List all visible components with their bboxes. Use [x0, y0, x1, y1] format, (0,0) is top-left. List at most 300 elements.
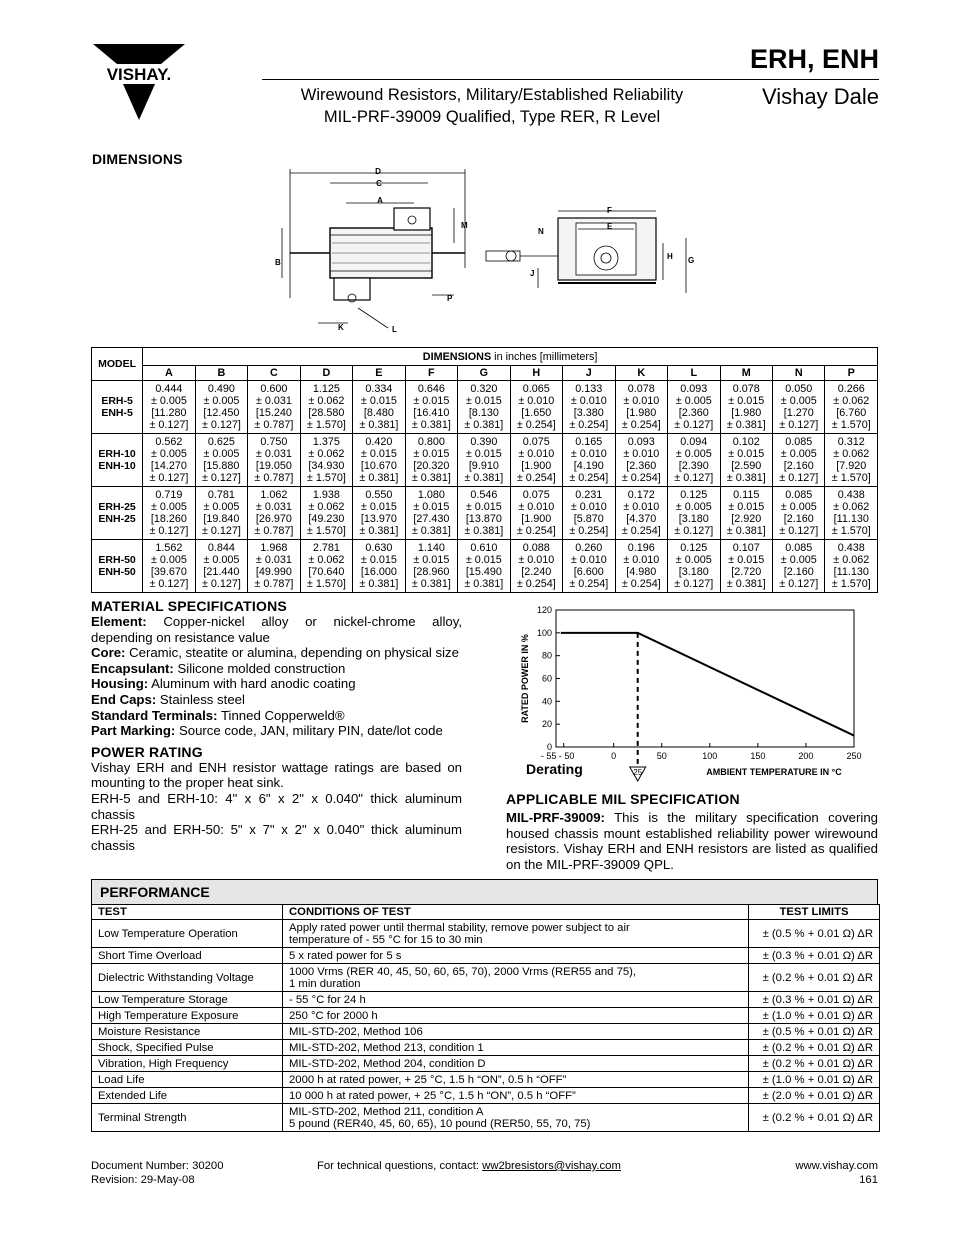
dim-value: 0.420 — [365, 436, 393, 448]
dim-value: ± 0.005 — [675, 448, 712, 460]
dim-value: 0.390 — [470, 436, 498, 448]
dim-value: [19.840 — [203, 513, 240, 525]
model-name: ENH-10 — [98, 460, 136, 472]
test-name: High Temperature Exposure — [92, 1008, 283, 1024]
dim-col-N: N — [773, 366, 825, 381]
dim-value: ± 0.127] — [674, 472, 714, 484]
dim-value: [1.980 — [626, 407, 657, 419]
dim-value: 0.107 — [732, 542, 760, 554]
test-name: Vibration, High Frequency — [92, 1056, 283, 1072]
dim-value: 0.550 — [365, 489, 393, 501]
condition-line: 250 °C for 2000 h — [289, 1009, 378, 1022]
power-rating-paragraph: Vishay ERH and ENH resistor wattage ratings are based on mounting to the proper heat sink. — [91, 759, 462, 791]
dim-cell — [563, 434, 615, 487]
dim-value: ± 0.787] — [254, 419, 294, 431]
dim-value: 0.438 — [837, 489, 865, 501]
dim-value: 0.719 — [155, 489, 183, 501]
dim-cell — [668, 381, 720, 434]
test-name: Terminal Strength — [92, 1104, 283, 1132]
table-row — [92, 1024, 880, 1040]
footer-site — [795, 1159, 878, 1187]
dim-value: ± 0.381] — [726, 419, 766, 431]
dim-value: [7.920 — [836, 460, 867, 472]
dim-value: [18.260 — [150, 513, 187, 525]
label-G: G — [688, 256, 695, 265]
dim-cell — [615, 381, 667, 434]
model-cell — [92, 434, 143, 487]
dim-value: ± 0.381] — [726, 578, 766, 590]
dim-cell — [458, 487, 510, 540]
dim-value: [15.240 — [255, 407, 292, 419]
condition-line: Apply rated power until thermal stability, remove power subject to air — [289, 921, 630, 934]
label-P: P — [447, 294, 453, 303]
dimensions-table — [91, 347, 878, 593]
dim-value: ± 0.015 — [728, 395, 765, 407]
dim-value: 0.334 — [365, 383, 393, 395]
dim-value: [5.870 — [573, 513, 604, 525]
dim-value: 0.844 — [207, 542, 235, 554]
label-E: E — [607, 222, 613, 231]
x-tick-label: - 55 - 50 — [540, 751, 575, 761]
dim-value: ± 1.570] — [831, 472, 871, 484]
label-K: K — [338, 323, 344, 332]
dim-value: 0.625 — [207, 436, 235, 448]
dim-cell — [353, 540, 405, 593]
dim-value: ± 1.570] — [306, 419, 346, 431]
test-conditions — [283, 948, 749, 964]
dim-value: 0.444 — [155, 383, 183, 395]
table-row — [92, 1008, 880, 1024]
dim-value: 0.610 — [470, 542, 498, 554]
dim-value: ± 0.010 — [518, 501, 555, 513]
footer-contact: For technical questions, contact: ww2bresistors@vishay.com — [317, 1160, 621, 1172]
dim-value: [3.380 — [573, 407, 604, 419]
test-limit: ± (0.2 % + 0.01 Ω) ΔR — [749, 964, 880, 992]
dim-value: ± 0.254] — [621, 578, 661, 590]
dim-value: ± 0.127] — [201, 419, 241, 431]
table-row — [92, 381, 878, 434]
dim-value: ± 0.254] — [516, 472, 556, 484]
dim-value: ± 1.570] — [306, 472, 346, 484]
dim-value: 0.646 — [417, 383, 445, 395]
dim-value: ± 0.062 — [833, 448, 870, 460]
material-heading: MATERIAL SPECIFICATIONS — [91, 598, 287, 614]
website-link[interactable]: www.vishay.com — [795, 1160, 878, 1172]
dim-value: ± 0.127] — [779, 419, 819, 431]
dim-cell — [615, 540, 667, 593]
dim-value: [49.990 — [255, 566, 292, 578]
dim-value: 0.320 — [470, 383, 498, 395]
dim-value: 0.085 — [785, 489, 813, 501]
dim-value: [2.240 — [521, 566, 552, 578]
dim-value: ± 0.005 — [780, 395, 817, 407]
dim-col-G: G — [458, 366, 510, 381]
power-rating-heading: POWER RATING — [91, 743, 203, 760]
subtitle-line-2: MIL-PRF-39009 Qualified, Type RER, R Level — [323, 108, 661, 126]
dim-value: ± 0.127] — [149, 472, 189, 484]
dim-value: ± 0.062 — [308, 395, 345, 407]
test-conditions — [283, 1104, 749, 1132]
label-B: B — [275, 258, 281, 267]
dim-value: ± 0.015 — [360, 448, 397, 460]
dim-value: ± 0.015 — [413, 448, 450, 460]
y-tick-label: 100 — [536, 627, 552, 638]
dim-value: [8.480 — [363, 407, 394, 419]
dim-cell — [300, 434, 352, 487]
dim-value: ± 0.010 — [623, 448, 660, 460]
condition-line: MIL-STD-202, Method 213, condition 1 — [289, 1041, 484, 1054]
power-rating-paragraph: ERH-5 and ERH-10: 4" x 6" x 2" x 0.040" thick aluminum chassis — [91, 790, 462, 822]
dim-cell — [668, 434, 720, 487]
dim-value: ± 0.062 — [833, 501, 870, 513]
dim-value: [21.440 — [203, 566, 240, 578]
test-limit: ± (1.0 % + 0.01 Ω) ΔR — [749, 1072, 880, 1088]
dim-value: [2.160 — [783, 460, 814, 472]
dim-cell — [720, 540, 772, 593]
dim-value: ± 0.015 — [413, 554, 450, 566]
dim-value: [49.230 — [308, 513, 345, 525]
dim-cell — [353, 434, 405, 487]
dim-value: [13.870 — [465, 513, 502, 525]
revision: Revision: 29-May-08 — [91, 1174, 195, 1186]
dim-cell — [405, 434, 457, 487]
dim-value: ± 0.015 — [728, 554, 765, 566]
table-row — [92, 920, 880, 948]
dim-value: 0.065 — [522, 383, 550, 395]
dim-value: [20.320 — [413, 460, 450, 472]
dim-value: [70.640 — [308, 566, 345, 578]
dim-value: 1.938 — [312, 489, 340, 501]
dim-value: ± 0.015 — [465, 501, 502, 513]
table-row — [92, 1072, 880, 1088]
x-tick-label: 100 — [702, 751, 718, 761]
dim-value: ± 0.015 — [465, 554, 502, 566]
dim-value: ± 0.062 — [833, 554, 870, 566]
dim-col-F: F — [405, 366, 457, 381]
dim-value: [11.280 — [151, 407, 187, 419]
derating-chart — [506, 600, 878, 785]
dim-value: 0.781 — [207, 489, 235, 501]
dim-value: ± 0.127] — [779, 578, 819, 590]
dim-value: ± 0.005 — [780, 448, 817, 460]
dim-value: [2.590 — [731, 460, 762, 472]
dim-value: [34.930 — [308, 460, 345, 472]
dim-cell — [195, 540, 247, 593]
material-item: End Caps: Stainless steel — [91, 691, 245, 707]
dim-value: ± 1.570] — [306, 525, 346, 537]
dim-value: [16.000 — [360, 566, 397, 578]
dim-cell — [300, 487, 352, 540]
test-conditions — [283, 1040, 749, 1056]
test-conditions — [283, 1008, 749, 1024]
dim-value: [3.180 — [678, 513, 709, 525]
test-limit: ± (0.5 % + 0.01 Ω) ΔR — [749, 920, 880, 948]
dim-value: 1.080 — [417, 489, 445, 501]
table-row — [92, 992, 880, 1008]
label-J: J — [530, 269, 535, 278]
dim-cell — [773, 487, 825, 540]
dim-value: ± 0.005 — [150, 554, 187, 566]
dim-value: 0.546 — [470, 489, 498, 501]
dim-cell — [195, 487, 247, 540]
col-conditions: CONDITIONS OF TEST — [283, 905, 749, 920]
dim-value: ± 0.127] — [149, 419, 189, 431]
dimensions-heading: DIMENSIONS — [92, 151, 183, 167]
dim-cell — [668, 540, 720, 593]
dim-value: [15.880 — [203, 460, 240, 472]
condition-line: 1000 Vrms (RER 40, 45, 50, 60, 65, 70), 2000 Vrms (RER55 and 75), — [289, 965, 637, 978]
test-name: Extended Life — [92, 1088, 283, 1104]
dim-cell — [300, 540, 352, 593]
dim-value: ± 0.015 — [360, 554, 397, 566]
dim-value: [10.670 — [360, 460, 397, 472]
test-name: Dielectric Withstanding Voltage — [92, 964, 283, 992]
dim-value: [1.650 — [521, 407, 552, 419]
material-item: Core: Ceramic, steatite or alumina, depending on physical size — [91, 645, 459, 661]
dim-value: ± 0.031 — [255, 448, 292, 460]
model-name: ENH-25 — [98, 513, 136, 525]
dim-value: ± 0.031 — [255, 501, 292, 513]
dim-value: [4.190 — [573, 460, 604, 472]
dim-cell — [720, 434, 772, 487]
contact-email-link[interactable]: ww2bresistors@vishay.com — [482, 1160, 621, 1172]
dim-cell — [143, 434, 195, 487]
dim-cell — [510, 487, 562, 540]
test-limit: ± (0.3 % + 0.01 Ω) ΔR — [749, 992, 880, 1008]
dim-value: ± 0.254] — [569, 472, 609, 484]
dim-value: ± 0.127] — [201, 525, 241, 537]
dim-value: ± 0.254] — [621, 525, 661, 537]
mil-spec-heading: APPLICABLE MIL SPECIFICATION — [506, 791, 740, 807]
page-number: 161 — [859, 1174, 878, 1186]
dim-cell — [405, 381, 457, 434]
dim-value: 0.266 — [837, 383, 865, 395]
test-conditions — [283, 1088, 749, 1104]
test-name: Low Temperature Storage — [92, 992, 283, 1008]
y-tick-label: 60 — [541, 673, 552, 684]
dim-value: ± 0.787] — [254, 525, 294, 537]
dim-col-E: E — [353, 366, 405, 381]
dim-cell — [248, 487, 300, 540]
dim-value: [15.490 — [465, 566, 502, 578]
material-item: Standard Terminals: Tinned Copperweld® — [91, 707, 345, 723]
table-row — [92, 1040, 880, 1056]
dim-value: 0.750 — [260, 436, 288, 448]
dim-col-D: D — [300, 366, 352, 381]
x-tick-label: 50 — [656, 751, 667, 761]
subtitle-line-1: Wirewound Resistors, Military/Established Reliability — [300, 86, 684, 104]
y-tick-label: 20 — [541, 719, 552, 730]
dim-value: 0.800 — [417, 436, 445, 448]
dim-value: 0.088 — [522, 542, 550, 554]
label-L: L — [392, 325, 397, 334]
test-conditions — [283, 1056, 749, 1072]
model-name: ERH-5 — [101, 395, 133, 407]
test-limit: ± (0.2 % + 0.01 Ω) ΔR — [749, 1104, 880, 1132]
dim-value: [2.360 — [678, 407, 709, 419]
dim-value: ± 0.015 — [413, 395, 450, 407]
table-row — [92, 434, 878, 487]
dim-value: ± 0.005 — [203, 448, 240, 460]
dim-value: [1.900 — [521, 460, 552, 472]
dim-cell — [773, 540, 825, 593]
material-item: Part Marking: Source code, JAN, military PIN, date/lot code — [91, 723, 443, 739]
dim-value: 0.231 — [575, 489, 603, 501]
dim-value: 0.050 — [785, 383, 813, 395]
material-item: Housing: Aluminum with hard anodic coating — [91, 676, 356, 692]
dim-value: ± 0.005 — [675, 554, 712, 566]
dim-value: ± 0.005 — [780, 501, 817, 513]
dim-value: ± 0.010 — [623, 501, 660, 513]
dim-value: [2.160 — [783, 566, 814, 578]
dim-value: 0.438 — [837, 542, 865, 554]
dim-cell — [668, 487, 720, 540]
dim-value: ± 0.381] — [359, 472, 399, 484]
dim-value: 0.562 — [155, 436, 183, 448]
test-name: Low Temperature Operation — [92, 920, 283, 948]
mil-spec-text: MIL-PRF-39009: This is the military specification covering housed chassis mount established reliability power wirewound resistors. Vishay ERH and ENH resistors are listed as qualified on the MIL-PRF-39009 QPL. — [506, 810, 878, 872]
col-test: TEST — [92, 905, 283, 920]
dim-value: 1.125 — [312, 383, 340, 395]
dim-cell — [143, 381, 195, 434]
vishay-logo — [93, 44, 185, 122]
dim-value: 0.102 — [732, 436, 760, 448]
dim-cell — [143, 540, 195, 593]
dim-cell — [458, 434, 510, 487]
dim-value: [6.600 — [573, 566, 604, 578]
dim-value: ± 0.381] — [464, 525, 504, 537]
y-tick-label: 120 — [536, 605, 552, 615]
dim-value: ± 0.381] — [411, 472, 451, 484]
table-row — [92, 948, 880, 964]
dim-value: ± 0.010 — [623, 395, 660, 407]
performance-section — [91, 879, 878, 1132]
dim-value: 0.093 — [627, 436, 655, 448]
dim-value: ± 0.010 — [623, 554, 660, 566]
test-limit: ± (0.3 % + 0.01 Ω) ΔR — [749, 948, 880, 964]
dim-value: ± 0.005 — [150, 501, 187, 513]
test-name: Load Life — [92, 1072, 283, 1088]
dim-value: ± 0.127] — [201, 578, 241, 590]
subtitle — [262, 84, 722, 128]
dim-value: ± 0.127] — [779, 525, 819, 537]
dim-value: 1.562 — [155, 542, 183, 554]
dim-value: [27.430 — [413, 513, 450, 525]
dim-value: ± 0.010 — [518, 395, 555, 407]
dim-value: 0.260 — [575, 542, 603, 554]
test-limit: ± (0.5 % + 0.01 Ω) ΔR — [749, 1024, 880, 1040]
dim-value: [6.760 — [836, 407, 867, 419]
dim-cell — [825, 434, 878, 487]
dim-value: 0.125 — [680, 542, 708, 554]
dim-value: ± 1.570] — [831, 525, 871, 537]
dim-cell — [458, 540, 510, 593]
dim-value: 1.968 — [260, 542, 288, 554]
dim-col-H: H — [510, 366, 562, 381]
dim-value: [16.410 — [413, 407, 450, 419]
dim-value: ± 0.015 — [360, 501, 397, 513]
dim-value: 0.312 — [837, 436, 865, 448]
dim-value: [28.960 — [413, 566, 450, 578]
test-name: Shock, Specified Pulse — [92, 1040, 283, 1056]
label-A: A — [377, 196, 383, 205]
dim-value: ± 0.005 — [780, 554, 817, 566]
label-F: F — [607, 206, 612, 215]
dim-value: ± 0.254] — [516, 578, 556, 590]
dim-value: ± 0.127] — [149, 578, 189, 590]
dim-value: ± 0.381] — [359, 525, 399, 537]
dim-cell — [248, 540, 300, 593]
dim-value: [39.670 — [150, 566, 187, 578]
dim-cell — [825, 487, 878, 540]
dim-value: 0.115 — [733, 489, 760, 501]
dim-value: 0.093 — [680, 383, 708, 395]
dim-value: ± 0.015 — [360, 395, 397, 407]
test-conditions — [283, 1072, 749, 1088]
condition-line: 5 pound (RER40, 45, 60, 65), 10 pound (RER50, 55, 70, 75) — [289, 1117, 591, 1130]
dim-value: 0.125 — [680, 489, 708, 501]
dim-value: ± 0.381] — [359, 578, 399, 590]
logo-text: VISHAY. — [106, 65, 172, 84]
dim-value: [2.920 — [731, 513, 762, 525]
dim-value: ± 0.254] — [621, 472, 661, 484]
dim-value: ± 0.005 — [203, 554, 240, 566]
dim-col-M: M — [720, 366, 772, 381]
x-tick-label: 250 — [846, 751, 862, 761]
dim-value: ± 0.010 — [570, 501, 607, 513]
dim-value: [12.450 — [203, 407, 240, 419]
dim-value: ± 1.570] — [831, 578, 871, 590]
dim-value: ± 0.381] — [411, 578, 451, 590]
model-cell — [92, 540, 143, 593]
dim-value: ± 0.010 — [570, 395, 607, 407]
dim-value: ± 0.010 — [570, 448, 607, 460]
dim-col-A: A — [143, 366, 195, 381]
product-code: ERH, ENH — [749, 44, 879, 74]
dim-value: [1.270 — [783, 407, 814, 419]
chart-title: Derating — [526, 761, 583, 777]
condition-line: MIL-STD-202, Method 211, condition A — [289, 1105, 484, 1118]
dim-col-J: J — [563, 366, 615, 381]
power-rating-paragraph: ERH-25 and ERH-50: 5" x 7" x 2" x 0.040" thick aluminum chassis — [91, 822, 462, 853]
dim-value: [2.390 — [678, 460, 709, 472]
performance-heading: PERFORMANCE — [91, 879, 878, 904]
condition-line: temperature of - 55 °C for 15 to 30 min — [289, 933, 483, 946]
condition-line: 5 x rated power for 5 s — [289, 949, 402, 962]
dim-value: 0.085 — [785, 436, 813, 448]
dim-value: ± 0.254] — [516, 525, 556, 537]
dim-cell — [825, 381, 878, 434]
test-conditions — [283, 964, 749, 992]
x-tick-label: 0 — [611, 751, 617, 761]
test-limit: ± (2.0 % + 0.01 Ω) ΔR — [749, 1088, 880, 1104]
dim-value: [28.580 — [308, 407, 345, 419]
col-limits: TEST LIMITS — [749, 905, 880, 920]
x-tick-label: 150 — [750, 751, 766, 761]
table-row — [92, 487, 878, 540]
dim-cell — [405, 540, 457, 593]
dim-value: 0.600 — [260, 383, 288, 395]
dim-value: 0.075 — [522, 489, 550, 501]
dim-value: ± 0.787] — [254, 472, 294, 484]
label-N: N — [538, 227, 544, 236]
dimension-drawing — [258, 163, 698, 338]
dim-cell — [773, 381, 825, 434]
dim-value: [19.050 — [255, 460, 292, 472]
dim-cell — [615, 487, 667, 540]
dim-value: ± 1.570] — [306, 578, 346, 590]
dim-value: 0.075 — [522, 436, 550, 448]
